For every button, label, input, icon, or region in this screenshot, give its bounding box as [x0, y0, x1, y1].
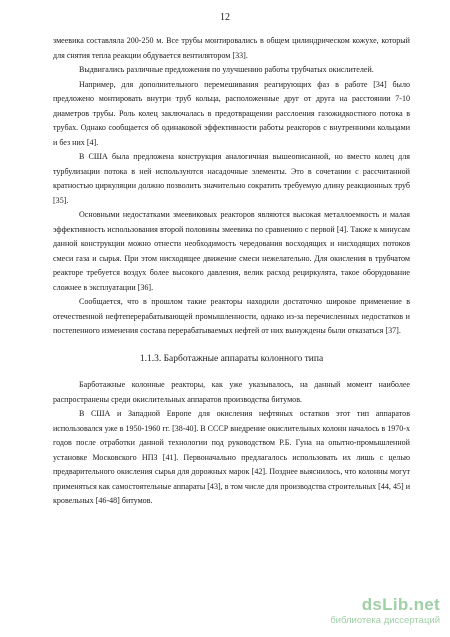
- document-body: [53, 34, 410, 509]
- paragraph: В США и Западной Европе для окисления нефтяных остатков этот тип аппаратов использовался уже в 1950-1960 гг. [38-40]. В СССР внедрение окислительных колонн началось в 1970-х годов после отработки данной технологии под руководством Р.Б. Гуна на опытно-промышленной установке Московского НПЗ [41]. Первоначально предлагалось использовать их лишь с целью предварительного окисления сырья для дорожных марок [42]. Позднее выяснилось, что колонны могут применяться как самостоятельные аппараты [43], в том числе для производства строительных [44, 45] и кровельных [46-48] битумов.: [53, 409, 410, 505]
- paragraph: Основными недостатками змеевиковых реакторов являются высокая металлоемкость и малая эффективность использования второй половины змеевика по сравнению с первой [4]. Также к минусам данной конструкции можно отнести необходимость чередования восходящих и нисходящих потоков смеси газа и сырья. При этом нисходящее движение смеси нежелательно. Для окисления в трубчатом реакторе требуется воздух более высокого давления, велик расход рециркулята, такое оборудование сложнее в эксплуатации [36].: [53, 210, 410, 292]
- paragraph: змеевика составляла 200-250 м. Все трубы монтировались в общем цилиндрическом кожухе, который для снятия тепла реакции обдувается вентилятором [33].: [53, 36, 410, 60]
- page-number: 12: [220, 12, 230, 23]
- paragraph: Барботажные колонные реакторы, как уже указывалось, на данный момент наиболее распространены среди окислительных аппаратов производства битумов.: [53, 380, 410, 404]
- watermark-caption: библиотека диссертаций: [330, 615, 440, 626]
- paragraph: Сообщается, что в прошлом такие реакторы находили достаточно широкое применение в отечественной нефтеперерабатывающей промышленности, однако из-за перечисленных недостатков и постепенного изменения состава перерабатываемых нефтей от них вынуждены были отказаться [37].: [53, 297, 410, 335]
- dslib-watermark: [310, 595, 440, 629]
- paragraph: Выдвигались различные предложения по улучшению работы трубчатых окислителей.: [79, 65, 374, 74]
- paragraph: В США была предложена конструкция аналогичная вышеописанной, но вместо колец для турбулизации потока в ней используются насадочные элементы. Это в сочетании с рассчитанной кратностью циркуляции должно позволить значительно сократить требуемую длину реакционных труб [35].: [53, 152, 410, 205]
- watermark-logo: dsLib.net: [361, 595, 440, 614]
- paragraph: Например, для дополнительного перемешивания реагирующих фаз в работе [34] было предложено монтировать внутри труб кольца, расположенные друг от друга на расстоянии 7-10 диаметров трубы. Роль колец заключалась в предотвращении расслоения газожидкостного потока в трубах. Однако сообщается об одинаковой эффективности работы реакторов с внутренними кольцами и без них [4].: [53, 79, 410, 147]
- section-heading: 1.1.3. Барботажные аппараты колонного типа: [139, 353, 324, 364]
